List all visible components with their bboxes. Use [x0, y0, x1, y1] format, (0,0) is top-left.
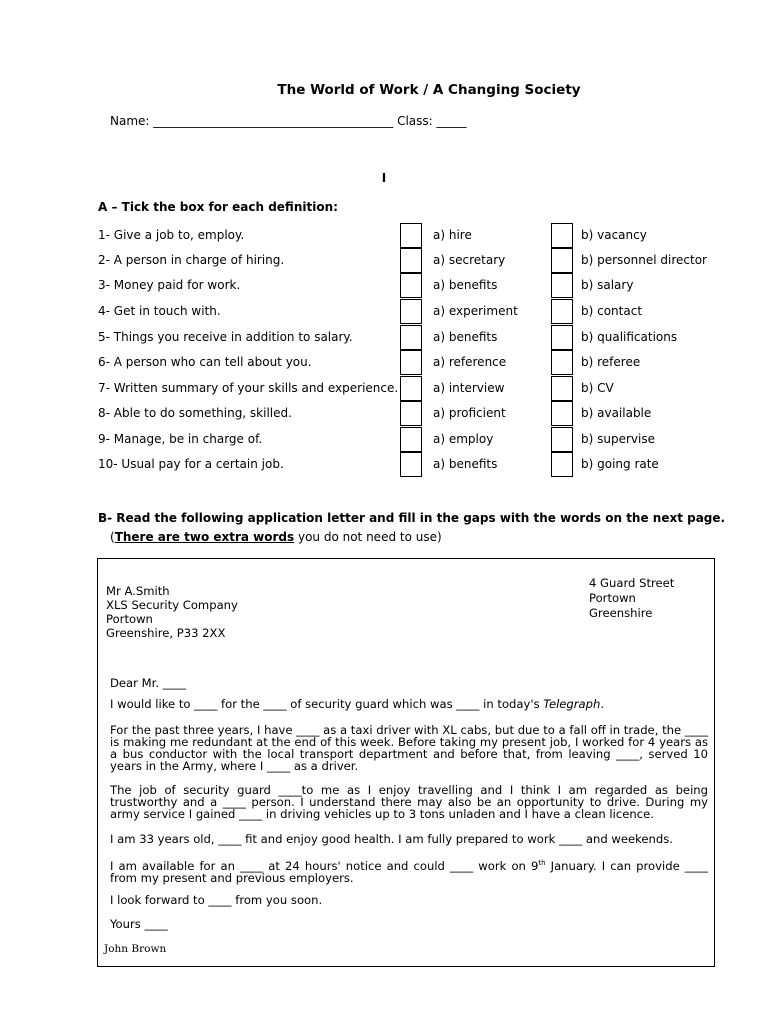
definition-text: 6- A person who can tell about you. — [98, 355, 312, 369]
definition-text: 1- Give a job to, employ. — [98, 228, 245, 242]
tick-box-b[interactable] — [551, 401, 573, 426]
option-a: a) reference — [433, 355, 507, 369]
definition-text: 3- Money paid for work. — [98, 278, 241, 292]
recipient-county: Greenshire, P33 2XX — [106, 626, 226, 640]
p1-end: . — [600, 697, 605, 711]
definition-text: 7- Written summary of your skills and experience. — [98, 381, 399, 395]
definition-row — [0, 273, 768, 299]
option-b: b) vacancy — [581, 228, 647, 242]
p5-sup: th — [538, 859, 546, 867]
paragraph-3: The job of security guard ____to me as I enjoy travelling and I think I am regarded as being trustworthy and a ____ person. I understand there may also be an opportunity to drive. During my army service I gained ____ in driving vehicles up to 3 tons unladen and I have a clean licence. — [110, 783, 708, 821]
paragraph-6: I look forward to ____ from you soon. — [110, 893, 323, 907]
signature: John Brown — [104, 943, 167, 955]
p1-start: I would like to ____ for the ____ of security guard which was ____ in today's — [110, 697, 544, 711]
tick-box-a[interactable] — [400, 299, 422, 324]
note-open: ( — [110, 530, 115, 544]
definition-text: 4- Get in touch with. — [98, 304, 221, 318]
tick-box-a[interactable] — [400, 427, 422, 452]
definition-text: 9- Manage, be in charge of. — [98, 432, 263, 446]
definition-row — [0, 427, 768, 453]
tick-box-b[interactable] — [551, 350, 573, 375]
sender-town: Portown — [589, 591, 636, 605]
tick-box-a[interactable] — [400, 273, 422, 298]
option-a: a) benefits — [433, 330, 498, 344]
sender-street: 4 Guard Street — [589, 576, 675, 590]
tick-box-a[interactable] — [400, 376, 422, 401]
p1-newspaper: Telegraph — [543, 697, 601, 711]
recipient-company: XLS Security Company — [106, 598, 238, 612]
option-a: a) employ — [433, 432, 494, 446]
tick-box-a[interactable] — [400, 452, 422, 477]
option-a: a) hire — [433, 228, 472, 242]
option-b: b) available — [581, 406, 652, 420]
definition-row — [0, 325, 768, 351]
definition-text: 2- A person in charge of hiring. — [98, 253, 285, 267]
option-a: a) benefits — [433, 457, 498, 471]
tick-box-b[interactable] — [551, 427, 573, 452]
definition-text: 8- Able to do something, skilled. — [98, 406, 292, 420]
name-class-line: Name: ________________________________________ Class: _____ — [110, 114, 467, 128]
option-b: b) going rate — [581, 457, 659, 471]
recipient-name: Mr A.Smith — [106, 584, 170, 598]
paragraph-2: For the past three years, I have ____ as a taxi driver with XL cabs, but due to a fall off in trade, the ____ is making me redundant at the end of this week. Before taking my present job, I worked for 4 years as a bus conductor with the local transport department and before that, from leaving ____, served 10 years in the Army, where I ____ as a driver. — [110, 723, 708, 773]
section-b-note — [110, 530, 442, 544]
note-emphasis: There are two extra words — [114, 530, 295, 544]
application-letter — [97, 558, 715, 967]
sender-county: Greenshire — [589, 606, 653, 620]
tick-box-b[interactable] — [551, 273, 573, 298]
option-b: b) supervise — [581, 432, 655, 446]
tick-box-b[interactable] — [551, 299, 573, 324]
recipient-town: Portown — [106, 612, 153, 626]
section-b-heading: B- Read the following application letter and fill in the gaps with the words on the next page. — [98, 511, 726, 525]
tick-box-b[interactable] — [551, 376, 573, 401]
definition-row — [0, 248, 768, 274]
option-a: a) proficient — [433, 406, 506, 420]
option-b: b) CV — [581, 381, 614, 395]
tick-box-a[interactable] — [400, 325, 422, 350]
option-b: b) personnel director — [581, 253, 707, 267]
paragraph-1 — [110, 698, 708, 710]
salutation: Dear Mr. ____ — [110, 676, 186, 690]
tick-box-b[interactable] — [551, 325, 573, 350]
tick-box-b[interactable] — [551, 452, 573, 477]
definition-row — [0, 401, 768, 427]
p5-end: January. I can provide ____ from my present and previous employers. — [110, 858, 708, 885]
option-b: b) referee — [581, 355, 641, 369]
option-a: a) interview — [433, 381, 505, 395]
section-a-heading: A – Tick the box for each definition: — [98, 200, 338, 214]
tick-box-a[interactable] — [400, 248, 422, 273]
definition-row — [0, 223, 768, 249]
tick-box-b[interactable] — [551, 248, 573, 273]
paragraph-5 — [110, 857, 708, 884]
option-b: b) qualifications — [581, 330, 678, 344]
definition-row — [0, 299, 768, 325]
option-b: b) contact — [581, 304, 643, 318]
paragraph-4: I am 33 years old, ____ fit and enjoy good health. I am fully prepared to work ____ and weekends. — [110, 832, 673, 846]
option-b: b) salary — [581, 278, 634, 292]
tick-box-a[interactable] — [400, 401, 422, 426]
definition-text: 5- Things you receive in addition to salary. — [98, 330, 353, 344]
note-rest: you do not need to use) — [294, 530, 442, 544]
definition-row — [0, 452, 768, 478]
option-a: a) experiment — [433, 304, 518, 318]
option-a: a) benefits — [433, 278, 498, 292]
definition-text: 10- Usual pay for a certain job. — [98, 457, 284, 471]
definition-row — [0, 350, 768, 376]
closing: Yours ____ — [110, 917, 168, 931]
definition-row — [0, 376, 768, 402]
tick-box-a[interactable] — [400, 350, 422, 375]
option-a: a) secretary — [433, 253, 506, 267]
part-number: I — [381, 171, 387, 185]
worksheet-title: The World of Work / A Changing Society — [277, 82, 581, 98]
p5-start: I am available for an ____ at 24 hours' notice and could ____ work on 9 — [110, 858, 539, 873]
tick-box-b[interactable] — [551, 223, 573, 248]
tick-box-a[interactable] — [400, 223, 422, 248]
